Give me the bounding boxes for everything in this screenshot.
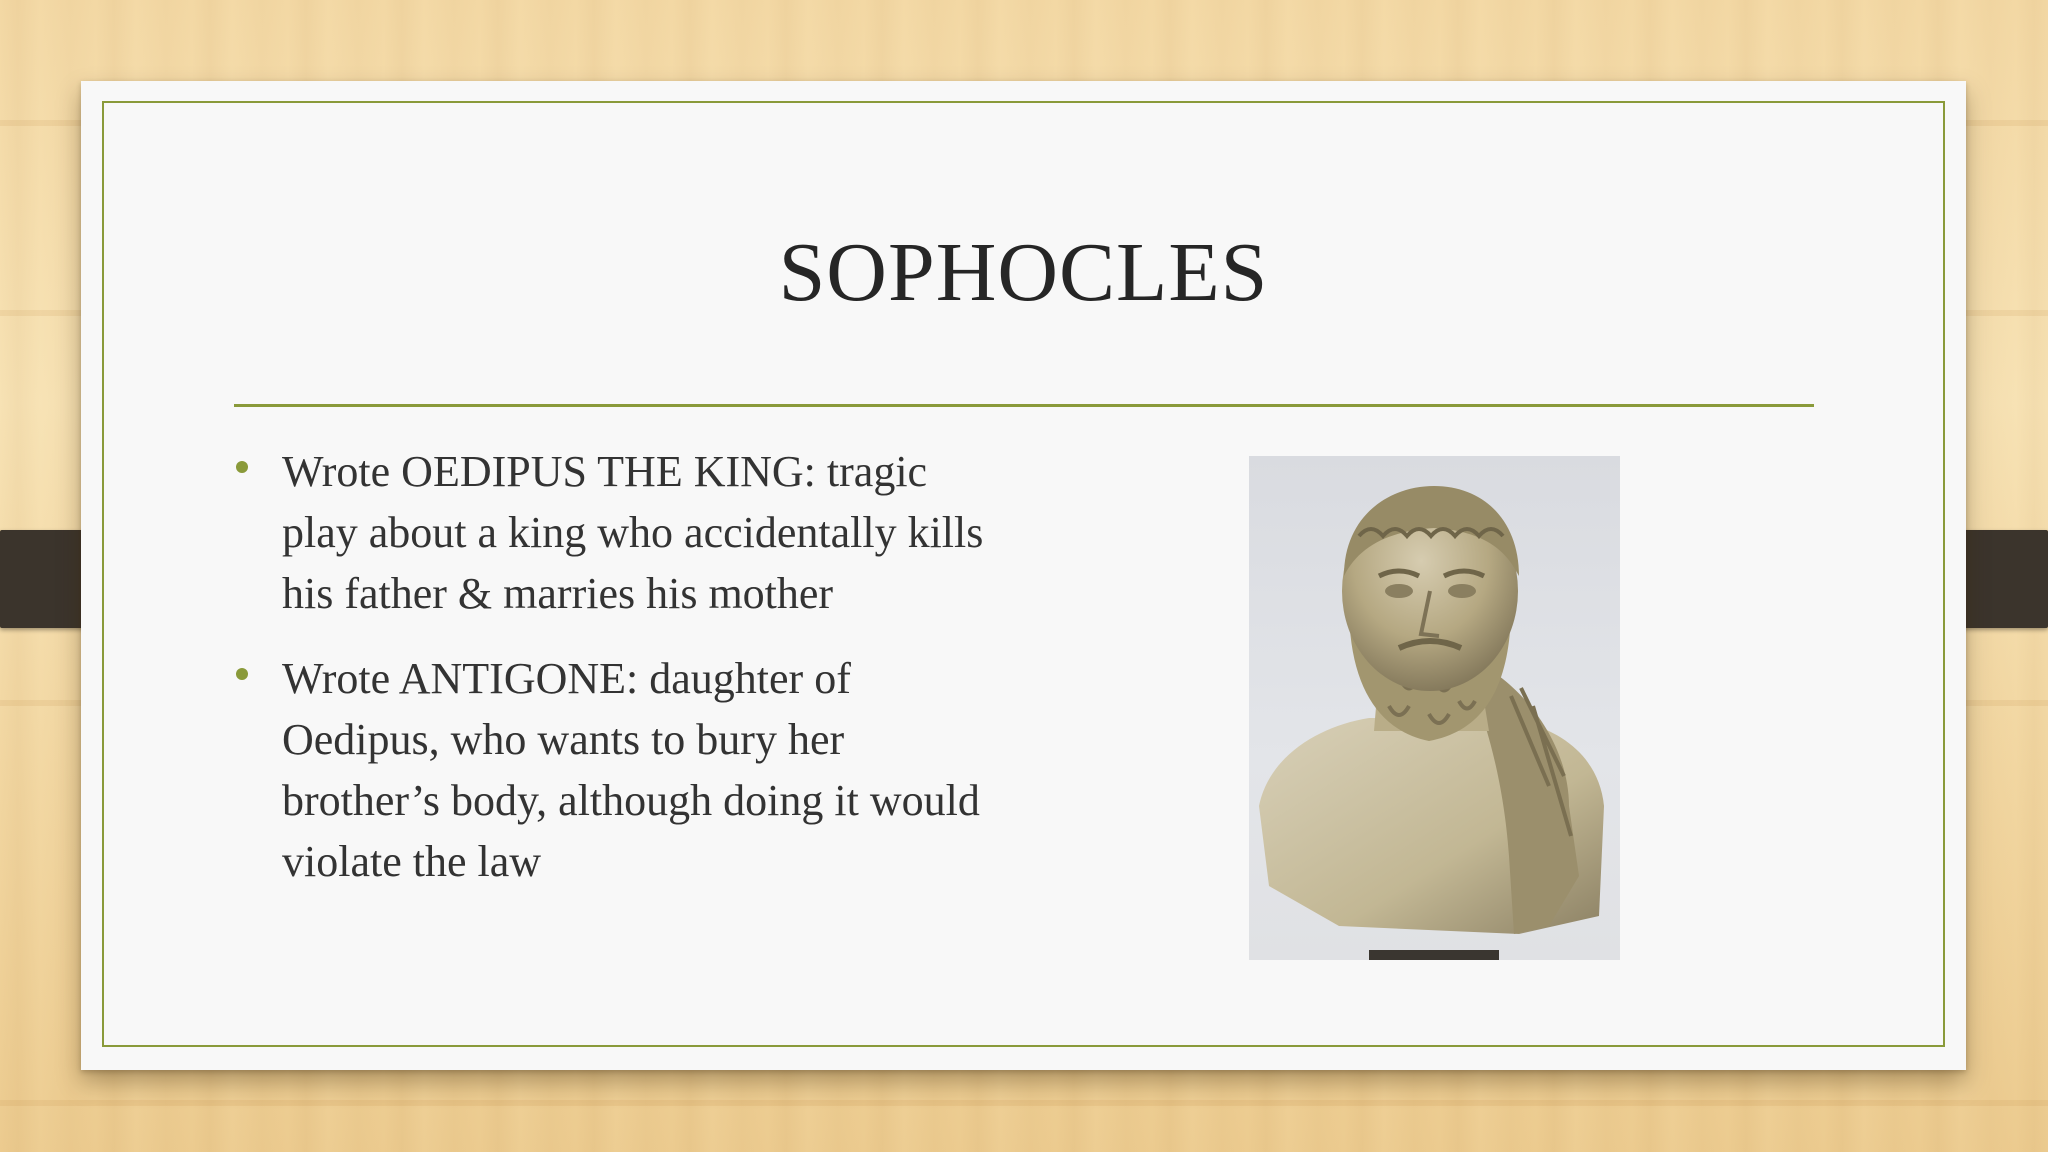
bullet-list xyxy=(234,441,994,916)
bullet-dot-icon xyxy=(236,461,248,473)
bust-icon xyxy=(1249,456,1620,960)
slide-title: SOPHOCLES xyxy=(778,226,1269,319)
bullet-item xyxy=(234,648,994,892)
sophocles-bust-image xyxy=(1249,456,1620,960)
title-divider xyxy=(234,404,1814,407)
slide xyxy=(81,81,1966,1070)
bullet-text: Wrote ANTIGONE: daughter of Oedipus, who wants to bury her brother’s body, although doing it would violate the law xyxy=(282,654,980,886)
wood-grain xyxy=(0,1100,2048,1106)
bullet-text: Wrote OEDIPUS THE KING: tragic play about a king who accidentally kills his father & marries his mother xyxy=(282,447,984,618)
bullet-item xyxy=(234,441,994,624)
bullet-dot-icon xyxy=(236,668,248,680)
